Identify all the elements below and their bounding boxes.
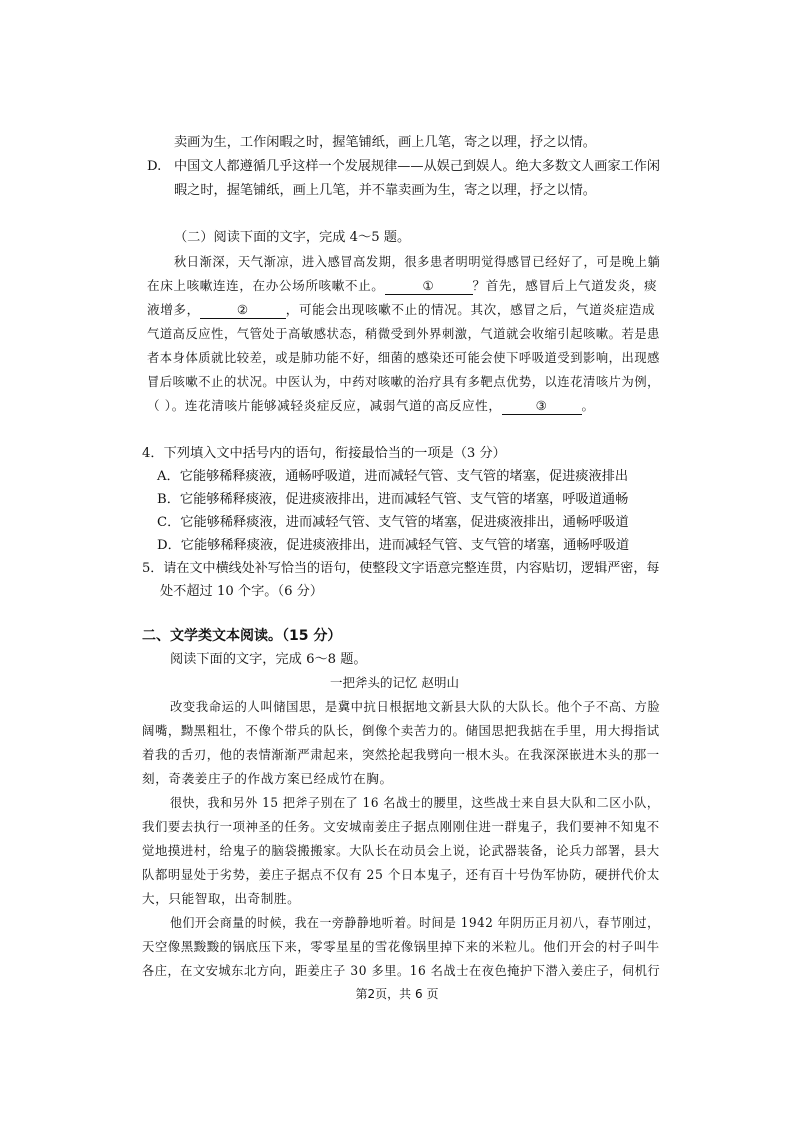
passage-line-3	[147, 300, 655, 320]
passage-line-7	[147, 396, 595, 416]
story-line: 天空像黑黢黢的锅底压下来，零零星星的雪花像锅里掉下来的米粒儿。他们开会的村子叫牛	[142, 939, 660, 954]
section2-instruction: 阅读下面的文字，完成 6～8 题。	[170, 652, 367, 667]
answer-blank-2[interactable]: ②	[200, 302, 286, 319]
story-line: 很快，我和另外 15 把斧子别在了 16 名战士的腰里，这些战士来自县大队和二区小队，	[170, 795, 660, 810]
story-line: 阔嘴，黝黑粗壮，不像个带兵的队长，倒像个卖苦力的。储国思把我掂在手里，用大拇指试	[142, 723, 660, 738]
part2-heading: （二）阅读下面的文字，完成 4～5 题。	[174, 230, 411, 245]
passage-line-5: 者本身体质就比较差，或是肺功能不好，细菌的感染还可能会使下呼吸道受到影响，出现感	[147, 350, 660, 365]
passage-text: 液增多，	[147, 302, 200, 317]
story-line: 刻，奇袭姜庄子的作战方案已经成竹在胸。	[142, 771, 393, 786]
q4-stem: 4．下列填入文中括号内的语句，衔接最恰当的一项是（3 分）	[142, 446, 506, 461]
q4-option-c[interactable]: C．它能够稀释痰液，进而减轻气管、支气管的堵塞，促进痰液排出，通畅呼吸道	[157, 515, 629, 530]
option-c-continuation: 卖画为生，工作闲暇之时，握笔铺纸，画上几笔，寄之以理，抒之以情。	[174, 135, 596, 150]
answer-blank-3[interactable]: ③	[502, 398, 582, 415]
q4-option-b[interactable]: B．它能够稀释痰液，促进痰液排出，进而减轻气管、支气管的堵塞，呼吸道通畅	[157, 492, 629, 507]
story-line: 改变我命运的人叫储国思，是冀中抗日根据地文新县大队的大队长。他个子不高、方脸	[170, 699, 661, 714]
passage-text: 。	[581, 398, 595, 413]
answer-blank-1[interactable]: ①	[385, 278, 473, 295]
passage-text: （ ）。连花清咳片能够减轻炎症反应，减弱气道的高反应性，	[147, 398, 502, 413]
option-d-line2: 暇之时，握笔铺纸，画上几笔，并不靠卖画为生，寄之以理，抒之以情。	[174, 183, 596, 198]
passage-line-2	[147, 276, 657, 296]
passage-text: ，可能会出现咳嗽不止的情况。其次，感冒之后，气道炎症造成	[285, 302, 656, 317]
q5-line2: 处不超过 10 个字。（6 分）	[160, 584, 324, 599]
passage-line-6: 冒后咳嗽不止的状况。中医认为，中药对咳嗽的治疗具有多靶点优势，以连花清咳片为例，	[147, 374, 660, 389]
story-line: 队都明显处于劣势，姜庄子据点不仅有 25 个日本鬼子，还有百十号伪军协防，硬拼代价太	[142, 867, 660, 882]
q4-option-a[interactable]: A．它能够稀释痰液，通畅呼吸道，进而减轻气管、支气管的堵塞，促进痰液排出	[157, 469, 629, 484]
story-line: 各庄，在文安城东北方向，距姜庄子 30 多里。16 名战士在夜色掩护下潜入姜庄子，伺机行	[142, 963, 661, 978]
story-line: 觉地摸进村，给鬼子的脑袋搬搬家。大队长在动员会上说，论武器装备，论兵力部署，县大	[142, 843, 660, 858]
option-d-label: D.	[147, 159, 162, 174]
story-line: 着我的舌刃，他的表情渐渐严肃起来，突然抡起我劈向一根木头。在我深深嵌进木头的那一	[142, 747, 660, 762]
q5-line1: 5．请在文中横线处补写恰当的语句，使整段文字语意完整连贯，内容贴切，逻辑严密，每	[142, 561, 660, 576]
story-line: 他们开会商量的时候，我在一旁静静地听着。时间是 1942 年阴历正月初八，春节刚过，	[170, 915, 660, 930]
passage-line-1: 秋日渐深，天气渐凉，进入感冒高发期，很多患者明明觉得感冒已经好了，可是晚上躺	[174, 254, 661, 269]
passage-line-4: 气道高反应性，气管处于高敏感状态，稍微受到外界刺激，气道就会收缩引起咳嗽。若是患	[147, 326, 660, 341]
q4-option-d[interactable]: D．它能够稀释痰液，促进痰液排出，进而减轻气管、支气管的堵塞，通畅呼吸道	[157, 538, 630, 553]
passage-text: ？首先，感冒后上气道发炎，痰	[472, 278, 658, 293]
option-d-line1: 中国文人都遵循几乎这样一个发展规律——从娱己到娱人。绝大多数文人画家工作闲	[174, 159, 660, 174]
section2-title: 二、文学类文本阅读。（15 分）	[142, 628, 342, 644]
story-title: 一把斧头的记忆 赵明山	[330, 675, 459, 690]
story-line: 大，只能智取，出奇制胜。	[142, 891, 301, 906]
page-footer: 第2页，共 6 页	[355, 987, 439, 1001]
story-line: 我们要去执行一项神圣的任务。文安城南姜庄子据点刚刚住进一群鬼子，我们要神不知鬼不	[142, 819, 660, 834]
passage-text: 在床上咳嗽连连，在办公场所咳嗽不止。	[147, 278, 385, 293]
